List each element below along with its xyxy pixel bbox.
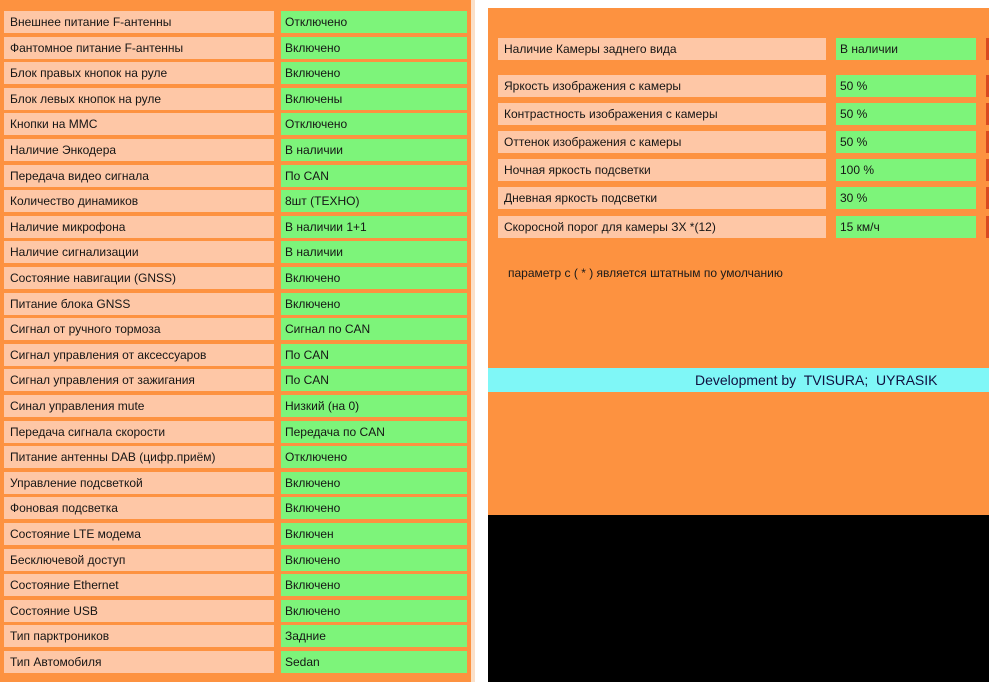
setting-value[interactable]: Включено [281, 549, 467, 571]
development-credits-text: Development by TVISURA; UYRASIK [695, 372, 938, 388]
setting-value[interactable]: Включено [281, 267, 467, 289]
setting-label: Передача видео сигнала [4, 165, 274, 187]
setting-value[interactable]: Sedan [281, 651, 467, 673]
setting-value[interactable]: Передача по CAN [281, 421, 467, 443]
setting-label: Тип парктроников [4, 625, 274, 647]
setting-value[interactable]: По CAN [281, 165, 467, 187]
setting-value[interactable]: 100 % [836, 159, 976, 181]
setting-value[interactable]: Включено [281, 472, 467, 494]
setting-value[interactable]: Сигнал по CAN [281, 318, 467, 340]
setting-label: Фоновая подсветка [4, 497, 274, 519]
setting-label: Наличие Энкодера [4, 139, 274, 161]
setting-value[interactable]: Включено [281, 37, 467, 59]
setting-value[interactable]: Включено [281, 600, 467, 622]
development-credits-bar [488, 368, 989, 392]
setting-value[interactable]: Включены [281, 88, 467, 110]
setting-label: Питание блока GNSS [4, 293, 274, 315]
setting-value[interactable]: Отключено [281, 446, 467, 468]
setting-label: Кнопки на ММС [4, 113, 274, 135]
setting-label: Сигнал от ручного тормоза [4, 318, 274, 340]
setting-label: Фантомное питание F-антенны [4, 37, 274, 59]
setting-label: Блок левых кнопок на руле [4, 88, 274, 110]
setting-label: Наличие микрофона [4, 216, 274, 238]
setting-value[interactable]: В наличии 1+1 [281, 216, 467, 238]
setting-label: Яркость изображения с камеры [498, 75, 826, 97]
right-settings-panel [488, 8, 989, 682]
setting-value[interactable]: Отключено [281, 11, 467, 33]
setting-value[interactable]: Включен [281, 523, 467, 545]
empty-black-area [488, 515, 989, 682]
setting-label: Тип Автомобиля [4, 651, 274, 673]
setting-label: Контрастность изображения с камеры [498, 103, 826, 125]
setting-label: Состояние USB [4, 600, 274, 622]
setting-label: Питание антенны DAB (цифр.приём) [4, 446, 274, 468]
setting-label: Синал управления mute [4, 395, 274, 417]
setting-value[interactable]: 50 % [836, 131, 976, 153]
setting-value[interactable]: В наличии [281, 241, 467, 263]
setting-value[interactable]: Отключено [281, 113, 467, 135]
setting-value[interactable]: 15 км/ч [836, 216, 976, 238]
setting-value[interactable]: В наличии [836, 38, 976, 60]
setting-value[interactable]: Включено [281, 293, 467, 315]
left-scrollbar[interactable] [471, 0, 475, 682]
setting-value[interactable]: Задние [281, 625, 467, 647]
setting-value[interactable]: По CAN [281, 344, 467, 366]
setting-value[interactable]: 50 % [836, 75, 976, 97]
setting-label: Состояние LTE модема [4, 523, 274, 545]
setting-value[interactable]: Включено [281, 574, 467, 596]
setting-value[interactable]: По CAN [281, 369, 467, 391]
default-param-note: параметр с ( * ) является штатным по умолчанию [508, 266, 783, 280]
setting-label: Количество динамиков [4, 190, 274, 212]
setting-value[interactable]: Низкий (на 0) [281, 395, 467, 417]
setting-label: Передача сигнала скорости [4, 421, 274, 443]
setting-label: Сигнал управления от аксессуаров [4, 344, 274, 366]
setting-value[interactable]: 30 % [836, 187, 976, 209]
setting-value[interactable]: Включено [281, 497, 467, 519]
setting-label: Ночная яркость подсветки [498, 159, 826, 181]
setting-label: Управление подсветкой [4, 472, 274, 494]
setting-label: Наличие сигнализации [4, 241, 274, 263]
setting-value[interactable]: 8шт (ТЕХНО) [281, 190, 467, 212]
setting-label: Наличие Камеры заднего вида [498, 38, 826, 60]
setting-label: Дневная яркость подсветки [498, 187, 826, 209]
setting-value[interactable]: Включено [281, 62, 467, 84]
setting-label: Скоросной порог для камеры ЗХ *(12) [498, 216, 826, 238]
setting-label: Внешнее питание F-антенны [4, 11, 274, 33]
setting-value[interactable]: 50 % [836, 103, 976, 125]
left-settings-panel [0, 0, 475, 682]
setting-label: Состояние Ethernet [4, 574, 274, 596]
setting-label: Бесключевой доступ [4, 549, 274, 571]
setting-label: Оттенок изображения с камеры [498, 131, 826, 153]
setting-label: Блок правых кнопок на руле [4, 62, 274, 84]
setting-label: Сигнал управления от зажигания [4, 369, 274, 391]
setting-label: Состояние навигации (GNSS) [4, 267, 274, 289]
setting-value[interactable]: В наличии [281, 139, 467, 161]
